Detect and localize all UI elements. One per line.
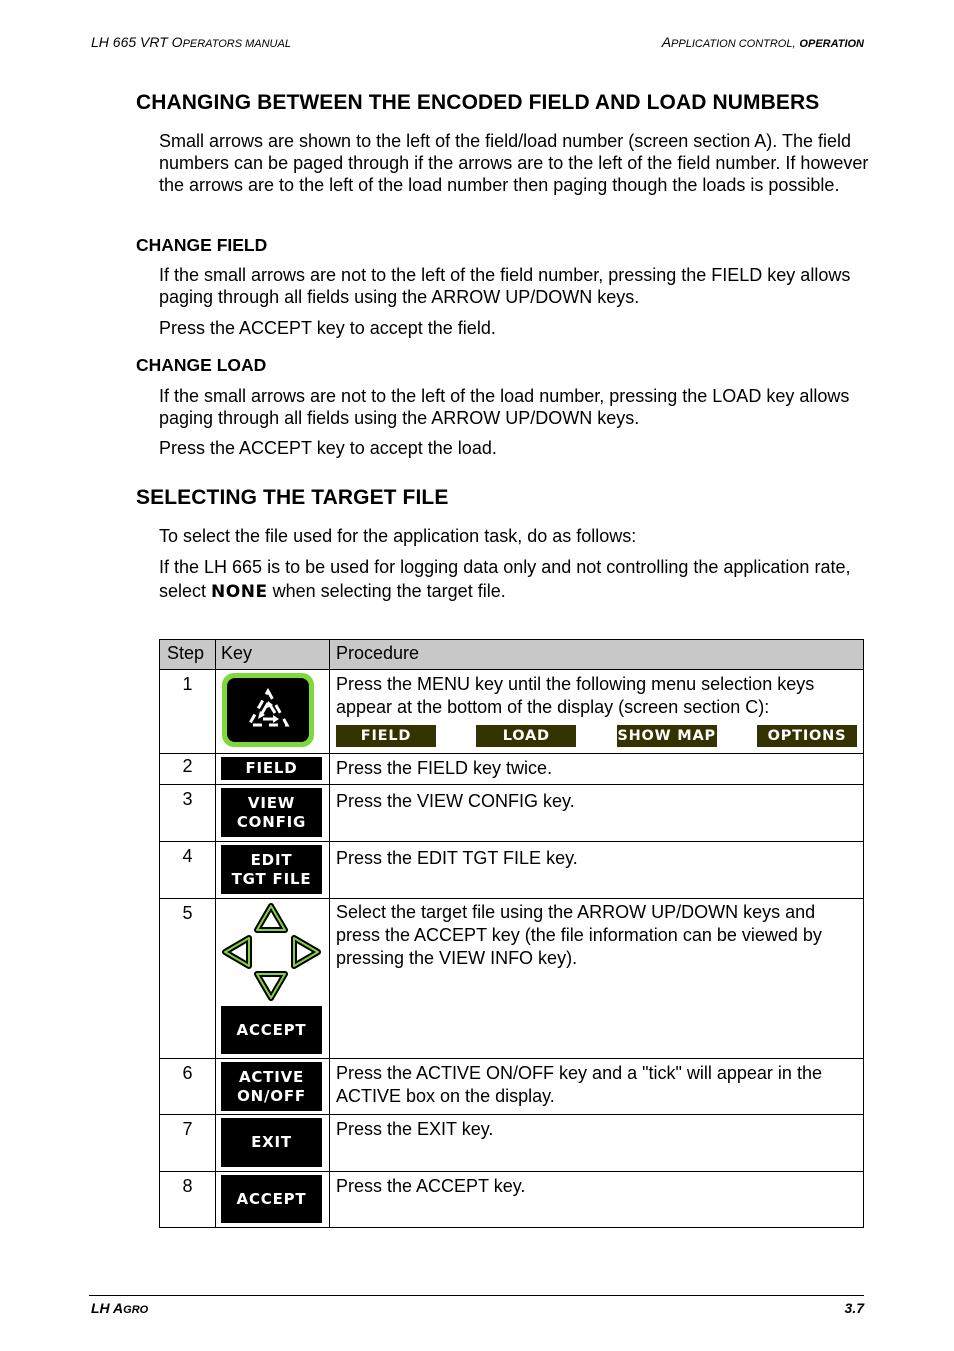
field-key-button[interactable]: FIELD	[221, 757, 322, 780]
key-label-line-1: ACTIVE	[238, 1067, 305, 1086]
procedure-text: Press the MENU key until the following menu selection keys appear at the bottom of the display (screen section C):	[336, 674, 815, 717]
procedure-text: Press the VIEW CONFIG key.	[330, 785, 864, 842]
key-label-line-2: ON/OFF	[237, 1086, 306, 1105]
table-row	[160, 1172, 864, 1228]
arrow-down-icon	[257, 974, 285, 998]
key-cell	[216, 1172, 330, 1228]
key-label-line-1: VIEW	[247, 793, 296, 812]
softkey-field[interactable]: FIELD	[336, 725, 436, 747]
page-number: 3.7	[844, 1300, 864, 1316]
change-load-title: CHANGE LOAD	[136, 355, 267, 375]
table-row	[160, 785, 864, 842]
procedure-text: Press the EDIT TGT FILE key.	[330, 842, 864, 899]
footer-left	[91, 1300, 148, 1316]
target-file-paragraph-2	[159, 555, 869, 604]
step-number: 4	[160, 842, 216, 899]
change-field-paragraph-1: If the small arrows are not to the left of the field number, pressing the FIELD key allows paging through all fields using the ARROW UP/DOWN keys.	[159, 265, 851, 307]
key-cell	[216, 1115, 330, 1172]
page-header-left	[91, 34, 291, 50]
footer-left-main: LH A	[91, 1300, 124, 1316]
table-row	[160, 899, 864, 1059]
key-label-line-2: TGT FILE	[231, 869, 312, 888]
softkey-show-map[interactable]: SHOW MAP	[617, 725, 717, 747]
table-row	[160, 1059, 864, 1115]
header-right-bold: OPERATION	[799, 38, 864, 50]
step-number: 1	[160, 670, 216, 754]
header-left-smallcaps: PERATORS MANUAL	[182, 38, 291, 50]
softkey-row	[336, 725, 857, 747]
footer-left-smallcaps: GRO	[123, 1304, 149, 1316]
arrow-up-icon	[257, 906, 285, 930]
menu-recycle-icon	[245, 687, 291, 733]
step-number: 8	[160, 1172, 216, 1228]
step-number: 3	[160, 785, 216, 842]
key-cell	[216, 754, 330, 785]
arrow-left-icon	[225, 938, 249, 966]
header-procedure: Procedure	[330, 640, 864, 670]
step-number: 6	[160, 1059, 216, 1115]
key-label-line-2: CONFIG	[236, 812, 307, 831]
change-field-paragraph-2: Press the ACCEPT key to accept the field.	[159, 318, 496, 338]
header-right-smallcaps: PPLICATION CONTROL,	[671, 38, 796, 50]
table-row	[160, 670, 864, 754]
section-title-encoded: CHANGING BETWEEN THE ENCODED FIELD AND LOAD NUMBERS	[136, 91, 820, 114]
arrow-keys-icon[interactable]	[221, 902, 323, 1004]
table-row	[160, 1115, 864, 1172]
step-number: 5	[160, 899, 216, 1059]
change-load-paragraph-2: Press the ACCEPT key to accept the load.	[159, 438, 497, 458]
target-file-text-before: If the LH 665 is to be used for logging data only and not controlling the application rate, select	[159, 557, 851, 601]
procedure-text: Press the FIELD key twice.	[330, 754, 864, 785]
key-label-line-1: EDIT	[250, 850, 293, 869]
procedure-text: Press the ACCEPT key.	[330, 1172, 864, 1228]
header-key: Key	[216, 640, 330, 670]
target-file-text-after: when selecting the target file.	[267, 581, 506, 601]
key-cell	[216, 1059, 330, 1115]
footer-divider	[89, 1295, 864, 1296]
change-field-title: CHANGE FIELD	[136, 235, 268, 255]
step-number: 7	[160, 1115, 216, 1172]
page-header-right	[662, 34, 864, 50]
key-cell	[216, 785, 330, 842]
header-step: Step	[160, 640, 216, 670]
arrow-right-icon	[294, 938, 318, 966]
change-load-paragraph-1: If the small arrows are not to the left of the load number, pressing the LOAD key allows paging through all fields using the ARROW UP/DOWN keys.	[159, 386, 850, 428]
procedure-text: Press the ACTIVE ON/OFF key and a "tick" will appear in the ACTIVE box on the display.	[330, 1059, 864, 1115]
target-file-paragraph-1: To select the file used for the application task, do as follows:	[159, 526, 637, 546]
procedure-text: Press the EXIT key.	[330, 1115, 864, 1172]
section-title-target-file: SELECTING THE TARGET FILE	[136, 486, 449, 509]
procedure-text: Select the target file using the ARROW UP/DOWN keys and press the ACCEPT key (the file information can be viewed by pressing the VIEW INFO key).	[330, 899, 864, 1059]
key-cell	[216, 670, 330, 754]
table-header-row	[160, 640, 864, 670]
softkey-load[interactable]: LOAD	[476, 725, 576, 747]
key-cell	[216, 842, 330, 899]
header-right-main: A	[661, 34, 672, 50]
accept-key-button[interactable]: ACCEPT	[221, 1175, 322, 1223]
menu-key-icon	[222, 673, 314, 747]
exit-key-button[interactable]: EXIT	[221, 1118, 322, 1167]
key-cell	[216, 899, 330, 1059]
none-keyword: NONE	[211, 582, 268, 602]
procedure-cell	[330, 670, 864, 754]
edit-tgt-file-key-button[interactable]	[221, 845, 322, 894]
step-number: 2	[160, 754, 216, 785]
active-on-off-key-button[interactable]	[221, 1062, 322, 1111]
procedure-table	[159, 639, 864, 1228]
view-config-key-button[interactable]	[221, 788, 322, 837]
table-row	[160, 842, 864, 899]
table-row	[160, 754, 864, 785]
accept-key-button[interactable]: ACCEPT	[221, 1006, 322, 1054]
header-left-main: LH 665 VRT O	[91, 34, 183, 50]
section-encoded-paragraph: Small arrows are shown to the left of the field/load number (screen section A). The field numbers can be paged through if the arrows are to the left of the field number. If however the arrows are to the left of the load number then paging though the loads is possible.	[159, 131, 869, 195]
softkey-options[interactable]: OPTIONS	[757, 725, 857, 747]
